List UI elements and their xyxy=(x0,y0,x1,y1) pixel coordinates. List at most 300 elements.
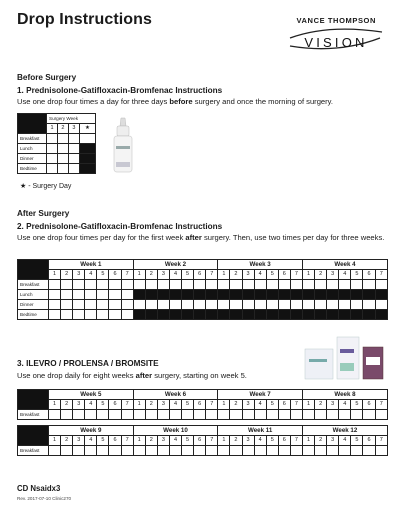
dose-cell xyxy=(278,280,290,290)
dose-cell xyxy=(145,300,157,310)
day-header: 7 xyxy=(290,400,302,410)
dose-cell xyxy=(169,300,181,310)
dose-cell xyxy=(242,410,254,420)
dose-cell xyxy=(206,290,218,300)
row-label: Dinner xyxy=(18,154,47,164)
dose-cell xyxy=(145,290,157,300)
dose-cell xyxy=(109,280,121,290)
row-label: Breakfast xyxy=(18,134,47,144)
day-header: 2 xyxy=(61,436,73,446)
dose-cell xyxy=(242,300,254,310)
dose-cell xyxy=(47,144,58,154)
dose-cell xyxy=(157,290,169,300)
dose-cell xyxy=(169,290,181,300)
day-header: 5 xyxy=(182,436,194,446)
corner-cell xyxy=(18,260,49,280)
day-header: 6 xyxy=(109,270,121,280)
dose-cell xyxy=(278,446,290,456)
dose-cell xyxy=(182,280,194,290)
dose-cell xyxy=(109,290,121,300)
dose-cell xyxy=(85,446,97,456)
day-header: 6 xyxy=(109,400,121,410)
dose-cell xyxy=(97,310,109,320)
after-heading: 2. Prednisolone-Gatifloxacin-Bromfenac Instructions xyxy=(17,222,223,231)
table-row xyxy=(18,310,388,320)
dose-cell xyxy=(194,280,206,290)
day-header: 2 xyxy=(230,400,242,410)
dose-cell xyxy=(73,290,85,300)
dose-cell xyxy=(206,410,218,420)
day-header: 3 xyxy=(68,124,79,134)
dose-cell xyxy=(290,446,302,456)
day-header: 5 xyxy=(266,400,278,410)
day-header: 7 xyxy=(375,270,387,280)
dose-cell xyxy=(290,310,302,320)
dose-cell xyxy=(57,154,68,164)
third-heading: 3. ILEVRO / PROLENSA / BROMSITE xyxy=(17,359,159,368)
dose-cell xyxy=(254,310,266,320)
before-instructions: Use one drop four times a day for three days before surgery and once the morning of surgery. xyxy=(17,97,334,106)
day-header: 3 xyxy=(242,400,254,410)
dose-cell xyxy=(97,300,109,310)
dose-cell xyxy=(73,310,85,320)
day-header: 5 xyxy=(97,400,109,410)
dose-cell xyxy=(79,144,95,154)
row-label: Dinner xyxy=(18,300,49,310)
day-header: 3 xyxy=(242,270,254,280)
dose-cell xyxy=(351,310,363,320)
dose-cell xyxy=(73,446,85,456)
day-header: 2 xyxy=(61,270,73,280)
dose-cell xyxy=(230,290,242,300)
day-header: 3 xyxy=(157,270,169,280)
day-header: 1 xyxy=(49,400,61,410)
dose-cell xyxy=(206,310,218,320)
dose-cell xyxy=(363,410,375,420)
day-header: 4 xyxy=(254,436,266,446)
dose-cell xyxy=(254,300,266,310)
day-header: 7 xyxy=(121,270,133,280)
day-header: 4 xyxy=(254,270,266,280)
dose-cell xyxy=(351,280,363,290)
dose-cell xyxy=(61,280,73,290)
dose-cell xyxy=(133,280,145,290)
dose-cell xyxy=(218,280,230,290)
dose-cell xyxy=(182,310,194,320)
dose-cell xyxy=(133,446,145,456)
week-header: Week 12 xyxy=(302,426,387,436)
dose-cell xyxy=(351,410,363,420)
day-header: 3 xyxy=(327,270,339,280)
header-row xyxy=(18,114,96,124)
dose-cell xyxy=(327,410,339,420)
dose-cell xyxy=(182,290,194,300)
dose-cell xyxy=(290,300,302,310)
before-heading: 1. Prednisolone-Gatifloxacin-Bromfenac Instructions xyxy=(17,86,223,95)
dose-cell xyxy=(47,154,58,164)
dose-cell xyxy=(327,290,339,300)
day-header: 5 xyxy=(266,436,278,446)
dose-cell xyxy=(49,310,61,320)
dose-cell xyxy=(230,410,242,420)
day-header: 6 xyxy=(363,400,375,410)
week-header-row xyxy=(18,426,388,436)
table-row xyxy=(18,300,388,310)
brand-logo xyxy=(288,16,384,50)
dose-cell xyxy=(315,300,327,310)
dose-cell xyxy=(290,410,302,420)
day-header: 5 xyxy=(182,270,194,280)
week-header: Week 5 xyxy=(49,390,134,400)
dose-cell xyxy=(85,280,97,290)
dose-cell xyxy=(375,280,387,290)
day-header: ★ xyxy=(79,124,95,134)
corner-cell xyxy=(18,114,47,134)
day-header: 4 xyxy=(254,400,266,410)
week-header: Week 10 xyxy=(133,426,218,436)
footer-revision: Rev. 2017-07-10 Clinic270 xyxy=(17,496,72,501)
dose-cell xyxy=(109,410,121,420)
dose-cell xyxy=(339,280,351,290)
day-header: 6 xyxy=(363,436,375,446)
dose-cell xyxy=(242,290,254,300)
day-row xyxy=(18,270,388,280)
dose-cell xyxy=(302,310,314,320)
dose-cell xyxy=(133,290,145,300)
day-header: 3 xyxy=(327,400,339,410)
day-header: 3 xyxy=(157,400,169,410)
week-header: Week 9 xyxy=(49,426,134,436)
dose-cell xyxy=(218,300,230,310)
footer-code: CD Nsaidx3 xyxy=(17,484,61,493)
dose-cell xyxy=(145,310,157,320)
day-header: 1 xyxy=(218,270,230,280)
day-header: 5 xyxy=(97,436,109,446)
day-header: 6 xyxy=(109,436,121,446)
dose-cell xyxy=(363,280,375,290)
dose-cell xyxy=(339,290,351,300)
dose-cell xyxy=(169,310,181,320)
day-header: 4 xyxy=(85,400,97,410)
dose-cell xyxy=(218,446,230,456)
logo-swoosh-icon xyxy=(288,20,384,52)
day-header: 3 xyxy=(73,400,85,410)
row-label: Bedtime xyxy=(18,164,47,174)
day-header: 2 xyxy=(145,400,157,410)
dose-cell xyxy=(363,290,375,300)
dose-cell xyxy=(351,446,363,456)
dose-cell xyxy=(375,410,387,420)
day-header: 1 xyxy=(49,436,61,446)
dose-cell xyxy=(79,134,95,144)
day-header: 6 xyxy=(278,436,290,446)
day-header: 2 xyxy=(315,436,327,446)
page-title: Drop Instructions xyxy=(17,11,153,28)
day-header: 6 xyxy=(194,400,206,410)
eyedrop-bottle-icon xyxy=(108,116,138,174)
week-header: Week 1 xyxy=(49,260,134,270)
logo-line2: VISION xyxy=(304,35,368,50)
day-header: 4 xyxy=(339,436,351,446)
row-label: Lunch xyxy=(18,290,49,300)
day-header: 3 xyxy=(242,436,254,446)
weeks-9-12-table xyxy=(17,425,388,456)
dose-cell xyxy=(206,300,218,310)
dose-cell xyxy=(49,446,61,456)
day-header: 4 xyxy=(169,270,181,280)
logo-line1: VANCE THOMPSON xyxy=(296,16,376,25)
weeks-5-8-table xyxy=(17,389,388,420)
day-header: 1 xyxy=(302,270,314,280)
day-header: 4 xyxy=(169,436,181,446)
surgery-week-header: Surgery Week xyxy=(47,114,96,124)
dose-cell xyxy=(194,310,206,320)
day-header: 1 xyxy=(302,400,314,410)
day-row xyxy=(18,436,388,446)
dose-cell xyxy=(47,164,58,174)
dose-cell xyxy=(266,446,278,456)
dose-cell xyxy=(278,310,290,320)
dose-cell xyxy=(339,310,351,320)
dose-cell xyxy=(230,280,242,290)
day-header: 7 xyxy=(206,400,218,410)
dose-cell xyxy=(61,446,73,456)
dose-cell xyxy=(375,290,387,300)
day-header: 1 xyxy=(302,436,314,446)
dose-cell xyxy=(194,410,206,420)
dose-cell xyxy=(169,410,181,420)
dose-cell xyxy=(68,144,79,154)
dose-cell xyxy=(327,446,339,456)
day-header: 1 xyxy=(133,400,145,410)
dose-cell xyxy=(266,280,278,290)
dose-cell xyxy=(85,410,97,420)
day-header: 3 xyxy=(73,436,85,446)
dose-cell xyxy=(315,446,327,456)
dose-cell xyxy=(351,300,363,310)
week-header: Week 3 xyxy=(218,260,303,270)
dose-cell xyxy=(109,310,121,320)
row-label: Breakfast xyxy=(18,446,49,456)
dose-cell xyxy=(145,446,157,456)
day-header: 2 xyxy=(145,436,157,446)
dose-cell xyxy=(97,290,109,300)
dose-cell xyxy=(363,300,375,310)
day-header: 2 xyxy=(230,270,242,280)
day-header: 4 xyxy=(85,436,97,446)
dose-cell xyxy=(157,310,169,320)
dose-cell xyxy=(68,164,79,174)
before-surgery-table xyxy=(17,113,96,174)
table-row xyxy=(18,280,388,290)
table-row xyxy=(18,290,388,300)
dose-cell xyxy=(266,410,278,420)
week-header: Week 6 xyxy=(133,390,218,400)
day-header: 4 xyxy=(339,400,351,410)
dose-cell xyxy=(230,310,242,320)
dose-cell xyxy=(121,310,133,320)
dose-cell xyxy=(49,290,61,300)
day-header: 2 xyxy=(230,436,242,446)
row-label: Breakfast xyxy=(18,280,49,290)
dose-cell xyxy=(242,310,254,320)
after-surgery-table xyxy=(17,259,388,320)
dose-cell xyxy=(266,300,278,310)
dose-cell xyxy=(315,280,327,290)
dose-cell xyxy=(109,300,121,310)
day-header: 7 xyxy=(121,400,133,410)
dose-cell xyxy=(182,446,194,456)
day-header: 2 xyxy=(57,124,68,134)
dose-cell xyxy=(121,290,133,300)
dose-cell xyxy=(254,410,266,420)
day-row xyxy=(18,400,388,410)
dose-cell xyxy=(375,310,387,320)
dose-cell xyxy=(218,290,230,300)
dose-cell xyxy=(145,280,157,290)
day-header: 4 xyxy=(169,400,181,410)
dose-cell xyxy=(302,290,314,300)
week-header-row xyxy=(18,260,388,270)
dose-cell xyxy=(278,300,290,310)
dose-cell xyxy=(121,446,133,456)
dose-cell xyxy=(242,280,254,290)
dose-cell xyxy=(302,300,314,310)
table-row xyxy=(18,144,96,154)
day-header: 6 xyxy=(194,436,206,446)
dose-cell xyxy=(182,300,194,310)
day-header: 1 xyxy=(133,436,145,446)
dose-cell xyxy=(327,310,339,320)
dose-cell xyxy=(339,410,351,420)
dose-cell xyxy=(363,446,375,456)
dose-cell xyxy=(49,300,61,310)
dose-cell xyxy=(97,410,109,420)
dose-cell xyxy=(97,446,109,456)
dose-cell xyxy=(121,300,133,310)
table-row xyxy=(18,164,96,174)
dose-cell xyxy=(375,446,387,456)
dose-cell xyxy=(278,410,290,420)
day-header: 1 xyxy=(49,270,61,280)
dose-cell xyxy=(327,280,339,290)
dose-cell xyxy=(290,290,302,300)
dose-cell xyxy=(206,280,218,290)
day-header: 5 xyxy=(351,436,363,446)
corner-cell xyxy=(18,426,49,446)
day-header: 7 xyxy=(206,270,218,280)
row-label: Lunch xyxy=(18,144,47,154)
dose-cell xyxy=(254,290,266,300)
dose-cell xyxy=(47,134,58,144)
dose-cell xyxy=(169,446,181,456)
dose-cell xyxy=(109,446,121,456)
dose-cell xyxy=(61,310,73,320)
dose-cell xyxy=(121,280,133,290)
dose-cell xyxy=(49,280,61,290)
dose-cell xyxy=(254,446,266,456)
dose-cell xyxy=(327,300,339,310)
week-header: Week 11 xyxy=(218,426,303,436)
day-header: 5 xyxy=(97,270,109,280)
dose-cell xyxy=(157,280,169,290)
dose-cell xyxy=(121,410,133,420)
day-header: 7 xyxy=(206,436,218,446)
dose-cell xyxy=(157,300,169,310)
week-header: Week 2 xyxy=(133,260,218,270)
row-label: Bedtime xyxy=(18,310,49,320)
dose-cell xyxy=(363,310,375,320)
day-header: 1 xyxy=(218,436,230,446)
dose-cell xyxy=(97,280,109,290)
dose-cell xyxy=(302,280,314,290)
day-header: 6 xyxy=(278,270,290,280)
dose-cell xyxy=(206,446,218,456)
third-instructions: Use one drop daily for eight weeks after surgery, starting on week 5. xyxy=(17,371,247,380)
row-label: Breakfast xyxy=(18,410,49,420)
dose-cell xyxy=(85,300,97,310)
day-header: 4 xyxy=(339,270,351,280)
day-header: 6 xyxy=(278,400,290,410)
day-header: 2 xyxy=(61,400,73,410)
week-header: Week 4 xyxy=(302,260,387,270)
table-row xyxy=(18,410,388,420)
day-header: 1 xyxy=(133,270,145,280)
day-header: 2 xyxy=(315,270,327,280)
week-header: Week 8 xyxy=(302,390,387,400)
dose-cell xyxy=(218,410,230,420)
day-header: 5 xyxy=(351,270,363,280)
dose-cell xyxy=(315,310,327,320)
dose-cell xyxy=(375,300,387,310)
day-header: 7 xyxy=(375,436,387,446)
dose-cell xyxy=(57,144,68,154)
dose-cell xyxy=(73,280,85,290)
before-section-title: Before Surgery xyxy=(17,73,77,82)
day-header: 7 xyxy=(121,436,133,446)
dose-cell xyxy=(339,300,351,310)
dose-cell xyxy=(169,280,181,290)
day-header: 1 xyxy=(218,400,230,410)
day-header: 2 xyxy=(315,400,327,410)
dose-cell xyxy=(61,300,73,310)
dose-cell xyxy=(57,164,68,174)
dose-cell xyxy=(302,410,314,420)
dose-cell xyxy=(230,300,242,310)
dose-cell xyxy=(79,164,95,174)
dose-cell xyxy=(302,446,314,456)
dose-cell xyxy=(68,154,79,164)
day-header: 5 xyxy=(351,400,363,410)
dose-cell xyxy=(61,410,73,420)
dose-cell xyxy=(242,446,254,456)
surgery-day-legend: ★ - Surgery Day xyxy=(20,183,72,190)
dose-cell xyxy=(230,446,242,456)
day-header: 5 xyxy=(182,400,194,410)
day-header: 7 xyxy=(375,400,387,410)
dose-cell xyxy=(278,290,290,300)
day-header: 3 xyxy=(73,270,85,280)
day-header: 2 xyxy=(145,270,157,280)
after-instructions: Use one drop four times per day for the first week after surgery. Then, use two times per day for three weeks. xyxy=(17,233,385,242)
dose-cell xyxy=(315,410,327,420)
day-header: 3 xyxy=(327,436,339,446)
dose-cell xyxy=(133,410,145,420)
day-header: 7 xyxy=(290,436,302,446)
table-row xyxy=(18,446,388,456)
dose-cell xyxy=(351,290,363,300)
day-header: 3 xyxy=(157,436,169,446)
